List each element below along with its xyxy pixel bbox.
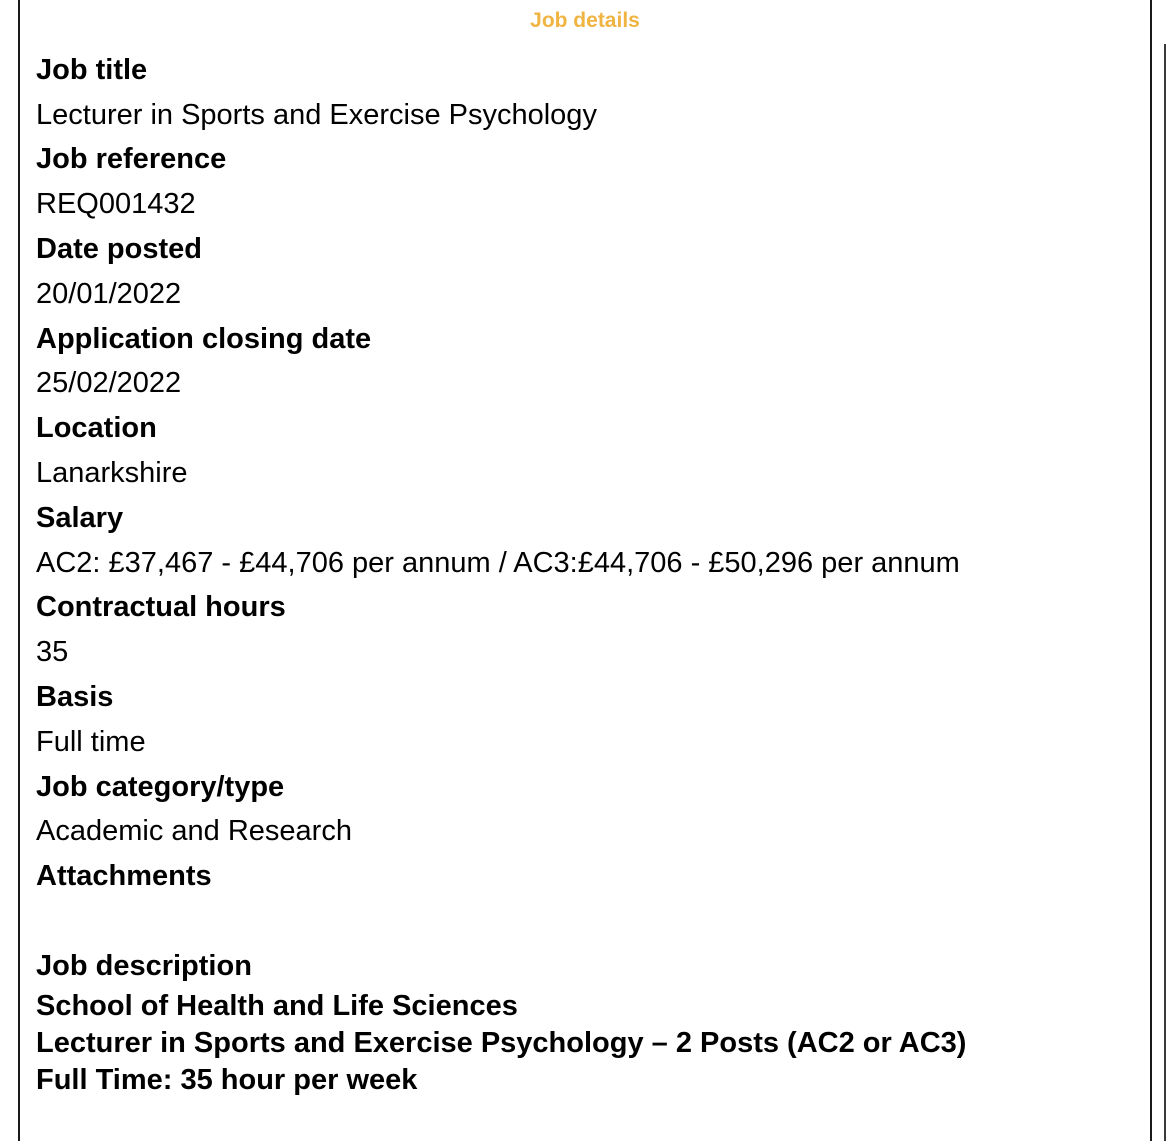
description-post-title: Lecturer in Sports and Exercise Psychology – 2 Posts (AC2 or AC3) [36,1027,967,1060]
attachments-spacer [36,899,1136,944]
job-reference-value: REQ001432 [36,188,196,221]
contractual-hours-label: Contractual hours [36,591,286,624]
description-hours: Full Time: 35 hour per week [36,1064,418,1097]
salary-value: AC2: £37,467 - £44,706 per annum / AC3:£44,706 - £50,296 per annum [36,546,960,579]
description-school: School of Health and Life Sciences [36,990,518,1023]
closing-date-value: 25/02/2022 [36,367,182,400]
location-label: Location [36,412,157,445]
job-details-list [36,48,1136,1099]
job-reference-label: Job reference [36,143,227,176]
closing-date-label: Application closing date [36,322,372,355]
contractual-hours-value: 35 [36,636,69,669]
job-category-value: Academic and Research [36,815,352,848]
job-category-label: Job category/type [36,770,285,803]
job-description-heading: Job description [36,949,252,982]
salary-label: Salary [36,501,124,534]
location-value: Lanarkshire [36,457,188,490]
job-title-value: Lecturer in Sports and Exercise Psychology [36,98,597,131]
basis-label: Basis [36,681,114,714]
date-posted-label: Date posted [36,233,202,266]
panel-title: Job details [530,9,640,32]
attachments-label: Attachments [36,860,212,893]
scrollbar-track[interactable] [1164,44,1166,1141]
basis-value: Full time [36,725,146,758]
job-title-label: Job title [36,53,148,86]
date-posted-value: 20/01/2022 [36,277,182,310]
